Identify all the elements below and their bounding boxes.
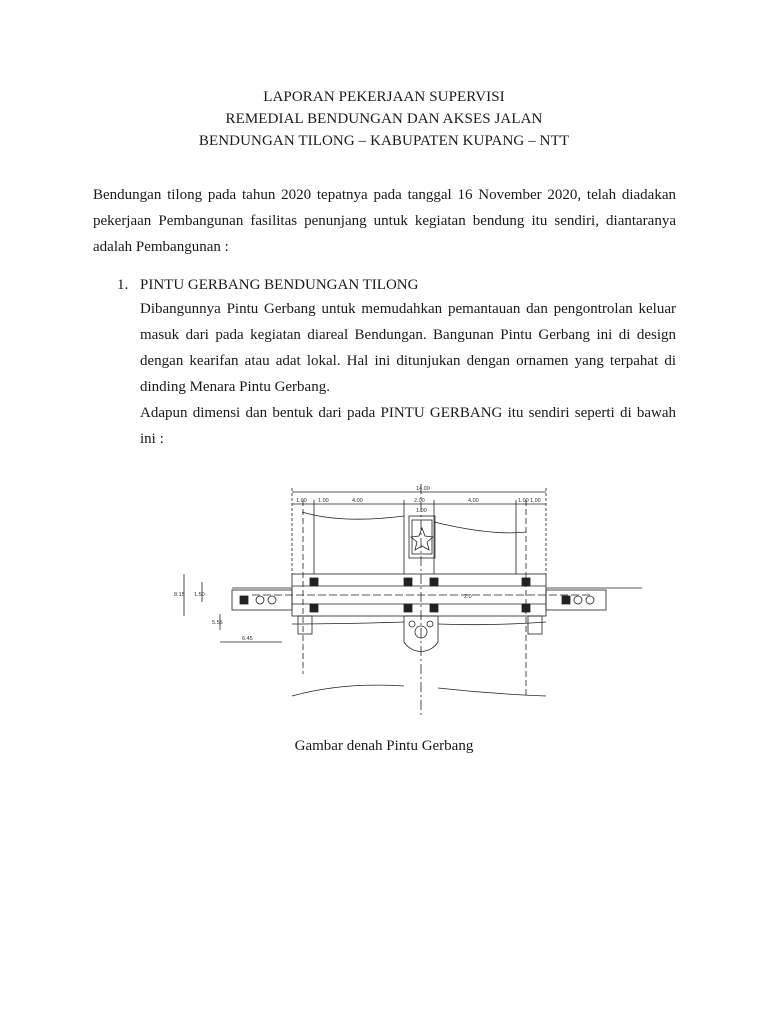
dim-3: 4.00 xyxy=(352,498,363,504)
section-paragraph-2: Adapun dimensi dan bentuk dari pada PINTU GERBANG itu sendiri seperti di bawah ini : xyxy=(140,405,676,447)
dim-7: 1.00 xyxy=(518,498,529,504)
report-title xyxy=(0,86,768,152)
dim-left-1: 8.15 xyxy=(174,592,185,598)
dim-6: 4.00 xyxy=(468,498,479,504)
dim-8: 1.00 xyxy=(530,498,541,504)
title-line-3: BENDUNGAN TILONG – KABUPATEN KUPANG – NTT xyxy=(198,133,570,149)
dim-1: 1.00 xyxy=(296,498,307,504)
figure-caption: Gambar denah Pintu Gerbang xyxy=(294,738,474,754)
dim-mid: 2.0 xyxy=(464,594,472,600)
dim-5: 1.00 xyxy=(416,508,427,514)
section-paragraph-1: Dibangunnya Pintu Gerbang untuk memudahkan pemantauan dan pengontrolan keluar masuk dari pada kegiatan diareal Bendungan. Bangunan Pintu Gerbang ini di design dengan kearifan atau adat lokal. Hal ini ditunjukan dengan ornamen yang terpahat di dinding Menara Pintu Gerbang. xyxy=(140,301,676,395)
dim-4: 2.00 xyxy=(414,498,425,504)
title-line-1: LAPORAN PEKERJAAN SUPERVISI xyxy=(263,89,505,105)
gate-floor-plan-drawing xyxy=(172,474,644,726)
title-line-2: REMEDIAL BENDUNGAN DAN AKSES JALAN xyxy=(225,111,543,127)
section-number: 1. xyxy=(117,277,129,293)
section-heading xyxy=(117,272,677,298)
section-body xyxy=(140,296,676,452)
intro-paragraph: Bendungan tilong pada tahun 2020 tepatnya pada tanggal 16 November 2020, telah diadakan pekerjaan Pembangunan fasilitas penunjang untuk kegiatan bendung itu sendiri, diantaranya adalah Pembangunan : xyxy=(93,187,676,255)
section-title: PINTU GERBANG BENDUNGAN TILONG xyxy=(140,277,419,293)
dim-left-4: 6.45 xyxy=(242,636,253,642)
dim-overall: 14.00 xyxy=(416,486,430,492)
dim-left-2: 1.50 xyxy=(194,592,205,598)
dim-left-3: 5.55 xyxy=(212,620,223,626)
dim-2: 1.00 xyxy=(318,498,329,504)
